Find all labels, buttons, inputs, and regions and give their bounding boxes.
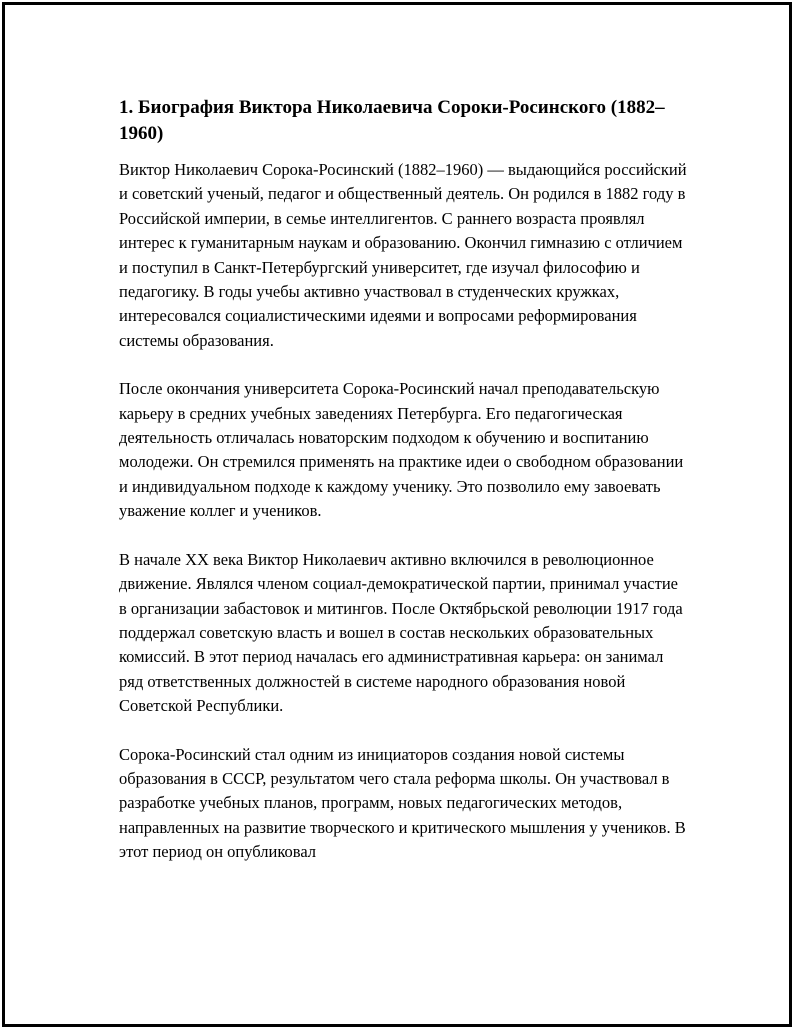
document-heading: 1. Биография Виктора Николаевича Сороки-Росинского (1882–1960) [119,97,665,144]
paragraph-3: В начале XX века Виктор Николаевич активно включился в революционное движение. Являлся членом социал-демократической партии, принимал участие в организации забастовок и митингов. После Октябрьской революции 1917 года поддержал советскую власть и вошел в состав нескольких образовательных комиссий. В этот период началась его административная карьера: он занимал ряд ответственных должностей в системе народного образования новой Советской Республики. [119,549,683,716]
paragraph-1: Виктор Николаевич Сорока-Росинский (1882–1960) — выдающийся российский и советский ученый, педагог и общественный деятель. Он родился в 1882 году в Российской империи, в семье интеллигентов. С раннего возраста проявлял интерес к гуманитарным наукам и образованию. Окончил гимназию с отличием и поступил в Санкт-Петербургский университет, где изучал философию и педагогику. В годы учебы активно участвовал в студенческих кружках, интересовался социалистическими идеями и вопросами реформирования системы образования. [119,160,687,350]
document-body [119,95,689,889]
paragraph-4: Сорока-Росинский стал одним из инициаторов создания новой системы образования в СССР, результатом чего стала реформа школы. Он участвовал в разработке учебных планов, программ, новых педагогических методов, направленных на развитие творческого и критического мышления у учеников. В этот период он опубликовал [119,744,686,862]
paragraph-2: После окончания университета Сорока-Росинский начал преподавательскую карьеру в средних учебных заведениях Петербурга. Его педагогическая деятельность отличалась новаторским подходом к обучению и воспитанию молодежи. Он стремился применять на практике идеи о свободном образовании и индивидуальном подходе к каждому ученику. Это позволило ему завоевать уважение коллег и учеников. [119,379,684,521]
